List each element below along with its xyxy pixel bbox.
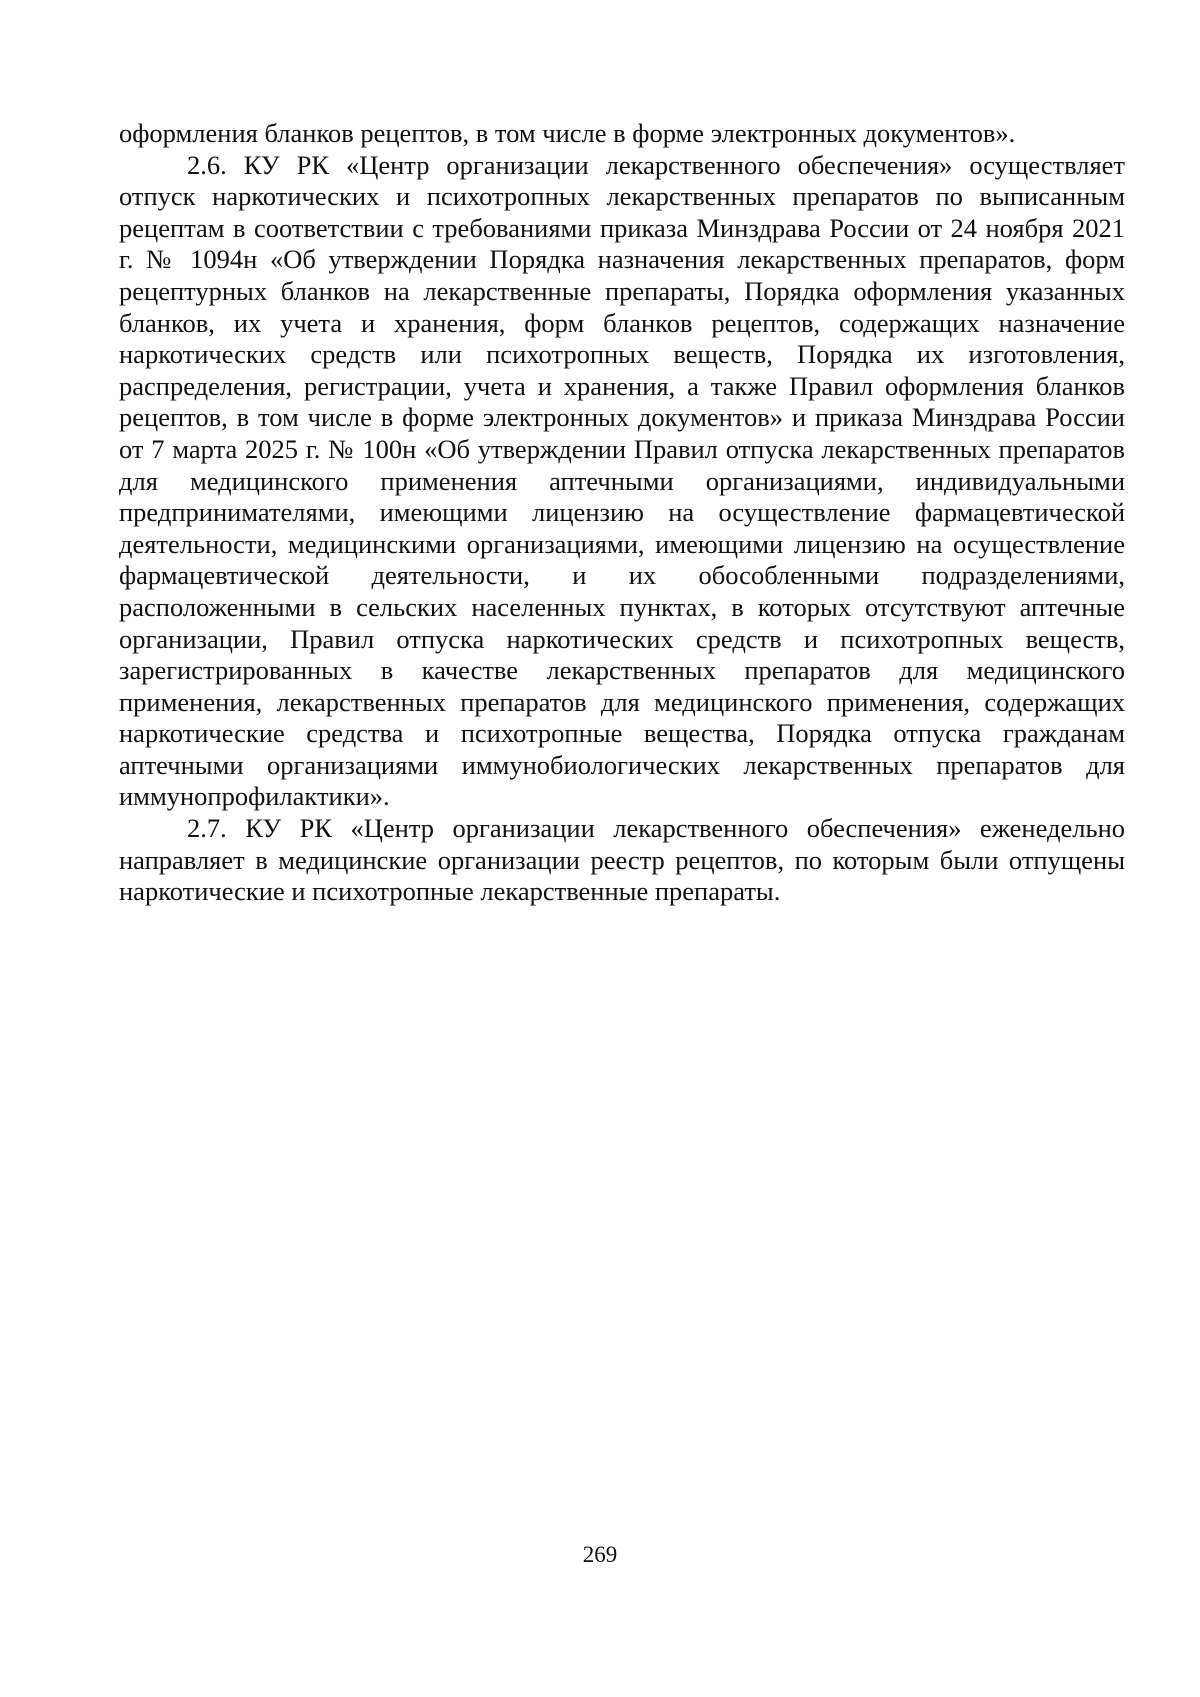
- page-number: 269: [582, 1542, 618, 1567]
- paragraph-2-6: 2.6. КУ РК «Центр организации лекарственного обеспечения» осуществляет отпуск наркотических и психотропных лекарственных препаратов по выписанным рецептам в соответствии с требованиями приказа Минздрава России от 24 ноября 2021 г. № 1094н «Об утверждении Порядка назначения лекарственных препаратов, форм рецептурных бланков на лекарственные препараты, Порядка оформления указанных бланков, их учета и хранения, форм бланков рецептов, содержащих назначение наркотических средств или психотропных веществ, Порядка их изготовления, распределения, регистрации, учета и хранения, а также Правил оформления бланков рецептов, в том числе в форме электронных документов» и приказа Минздрава России от 7 марта 2025 г. № 100н «Об утверждении Правил отпуска лекарственных препаратов для медицинского применения аптечными организациями, индивидуальными предпринимателями, имеющими лицензию на осуществление фармацевтической деятельности, медицинскими организациями, имеющими лицензию на осуществление фармацевтической деятельности, и их обособленными подразделениями, расположенными в сельских населенных пунктах, в которых отсутствуют аптечные организации, Правил отпуска наркотических средств и психотропных веществ, зарегистрированных в качестве лекарственных препаратов для медицинского применения, лекарственных препаратов для медицинского применения, содержащих наркотические средства и психотропные вещества, Порядка отпуска гражданам аптечными организациями иммунобиологических лекарственных препаратов для иммунопрофилактики».: [119, 149, 1125, 812]
- paragraph-2-7: 2.7. КУ РК «Центр организации лекарственного обеспечения» еженедельно направляет в медицинские организации реестр рецептов, по которым были отпущены наркотические и психотропные лекарственные препараты.: [119, 813, 1125, 907]
- body-text: [119, 118, 1125, 908]
- paragraph-continuation: оформления бланков рецептов, в том числе в форме электронных документов».: [119, 118, 1016, 148]
